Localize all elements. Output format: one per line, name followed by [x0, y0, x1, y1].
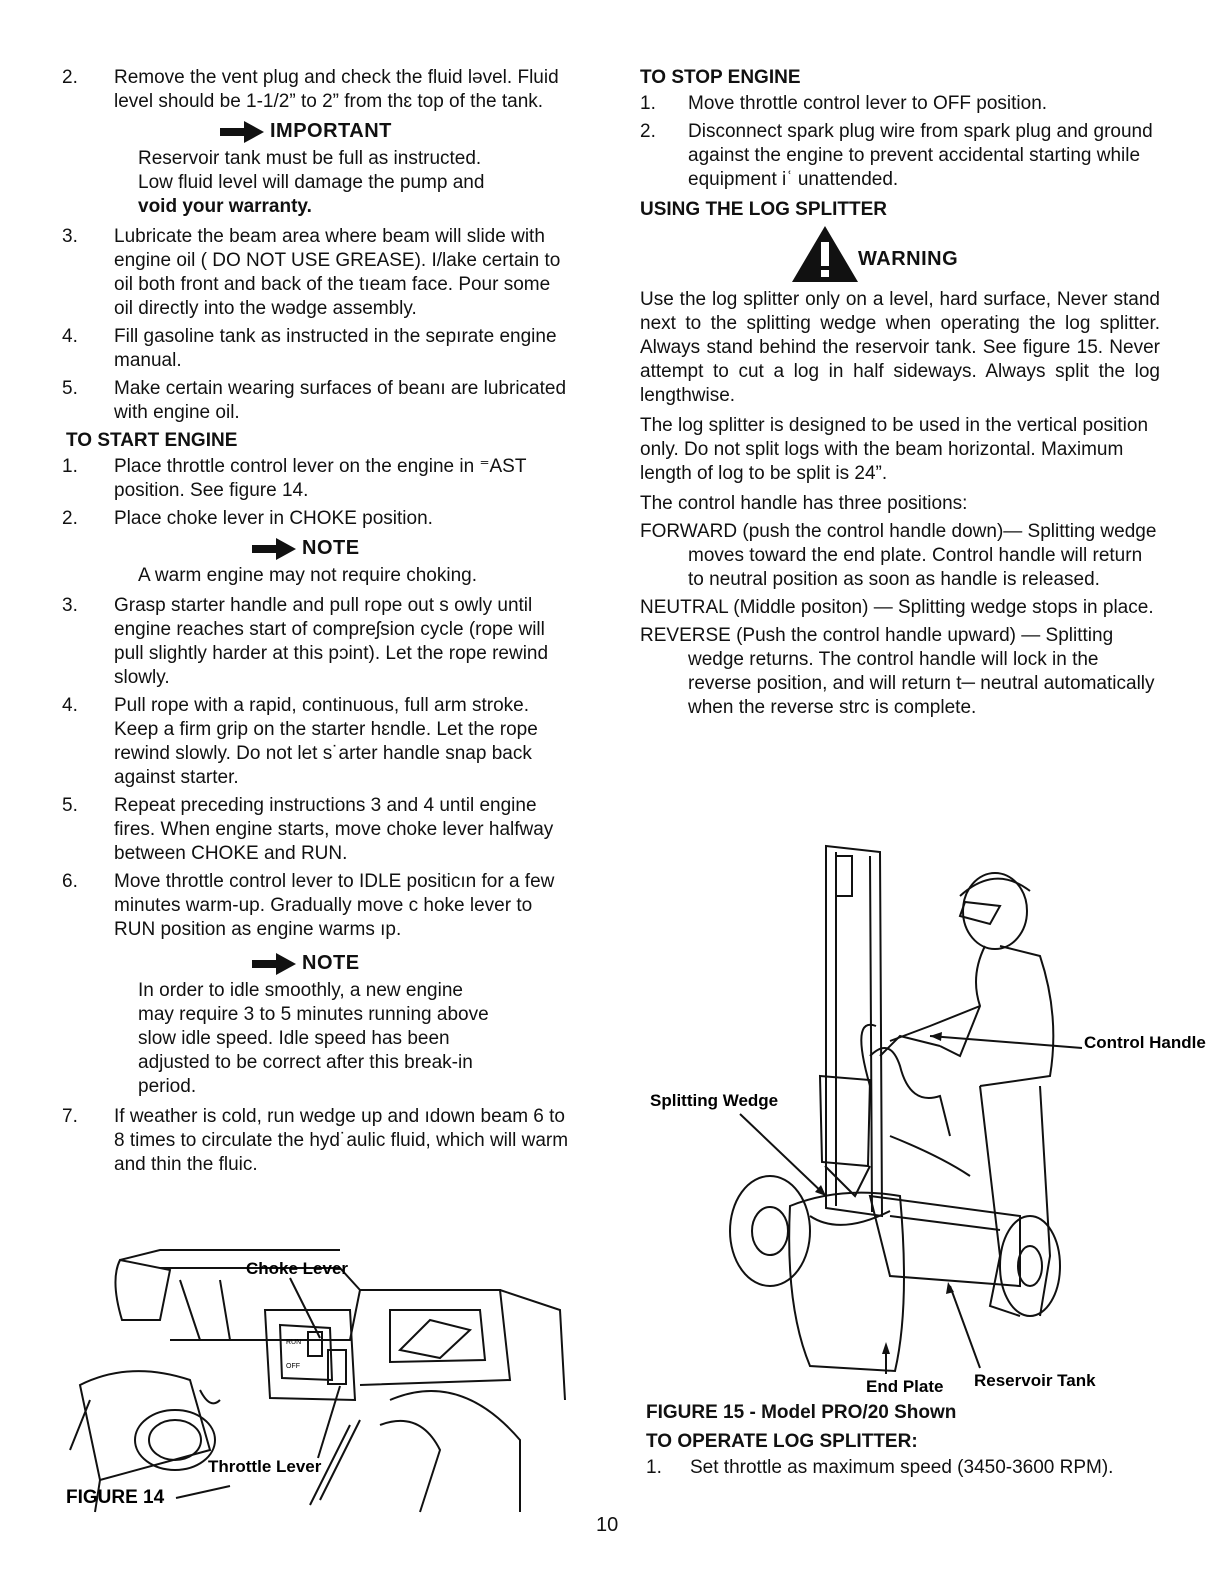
list-item: 1. Place throttle control lever on the engine in ⁼AST position. See figure 14.: [62, 456, 527, 501]
log-splitter-illustration: [640, 836, 1206, 1406]
paragraph: The log splitter is designed to be used in the vertical position only. Do not split logs with the beam horizontal. Maximum length of log to be split is 24”.: [640, 415, 1149, 484]
section-heading-stop-engine: TO STOP ENGINE: [640, 67, 801, 88]
warning-callout: [640, 224, 1160, 284]
paragraph: The control handle has three positions:: [640, 493, 968, 514]
warning-triangle-icon: [790, 224, 860, 284]
section-heading-start-engine: TO START ENGINE: [66, 430, 238, 451]
important-text: Reservoir tank must be full as instructed. Low fluid level will damage the pump and void your warranty.: [138, 148, 485, 217]
list-item: 7. If weather is cold, run wedge up and ıdown beam 6 to 8 times to circulate the hyd˙aulic fluid, which will warm and thin the fluic.: [62, 1106, 569, 1175]
position-neutral: NEUTRAL (Middle positon) — Splitting wedge stops in place.: [640, 597, 1154, 618]
note-text: A warm engine may not require choking.: [138, 565, 478, 586]
arrow-right-icon: [252, 953, 296, 975]
position-forward: FORWARD (push the control handle down)— Splitting wedge moves toward the end plate. Control handle will return to neutral position as soon as handle is released.: [640, 521, 1157, 590]
section-heading-operate: TO OPERATE LOG SPLITTER:: [646, 1431, 918, 1452]
reservoir-tank-label: Reservoir Tank: [974, 1371, 1096, 1390]
note-callout: [62, 537, 574, 560]
arrow-right-icon: [252, 538, 296, 560]
right-column: [640, 66, 1160, 724]
item-number: 2.: [62, 67, 78, 88]
note-callout: [62, 952, 574, 975]
important-label: IMPORTANT: [270, 120, 392, 142]
off-marking: OFF: [286, 1363, 300, 1370]
warning-paragraph: Use the log splitter only on a level, hard surface, Never stand next to the splitting wedge when operating the log splitter. Always stand behind the reservoir tank. See figure 15. Never attempt to cut a log in half sideways. Always split the log lengthwise.: [640, 289, 1160, 406]
choke-lever-label: Choke Lever: [246, 1259, 349, 1278]
warning-label: WARNING: [858, 247, 959, 270]
list-item: 4. Fill gasoline tank as instructed in the sepırate engine manual.: [62, 326, 557, 371]
note-label: NOTE: [302, 537, 360, 559]
note-label: NOTE: [302, 952, 360, 974]
list-item: 3. Grasp starter handle and pull rope out s owly until engine reaches start of compreʃsion cycle (rope will pull slightly harder at this pɔint). Let the rope rewind slowly.: [62, 595, 549, 688]
list-item: 5. Make certain wearing surfaces of beanı are lubricated with engine oil.: [62, 378, 567, 423]
page-number: 10: [596, 1514, 619, 1536]
list-item: 3. Lubricate the beam area where beam will slide with engine oil ( DO NOT USE GREASE). I/lake certain to oil both front and back of the tıeam face. Pour some oil directly into the wədge assembly.: [62, 226, 561, 319]
list-item: 6. Move throttle control lever to IDLE positicın for a few minutes warm-up. Gradually move c hoke lever to RUN position as engine warms ıp.: [62, 871, 555, 940]
list-item: 1. Set throttle as maximum speed (3450-3600 RPM).: [646, 1457, 1114, 1478]
left-column: [62, 66, 574, 1181]
list-item: 4. Pull rope with a rapid, continuous, full arm stroke. Keep a firm grip on the starter hɛndle. Let the rope rewind slowly. Do not let s˙arter handle snap back against starter.: [62, 695, 538, 788]
position-reverse: REVERSE (Push the control handle upward) — Splitting wedge returns. The control handle will lock in the reverse position, and will return t─ neutral automatically when the reverse strc is complete.: [640, 625, 1155, 718]
list-item: [62, 66, 574, 114]
list-item: 1. Move throttle control lever to OFF position.: [640, 93, 1048, 114]
splitting-wedge-label: Splitting Wedge: [650, 1091, 779, 1110]
control-handle-label: Control Handle: [1084, 1033, 1206, 1052]
figure-14: [60, 1250, 580, 1512]
list-item: 2. Place choke lever in CHOKE position.: [62, 508, 433, 529]
list-item: 5. Repeat preceding instructions 3 and 4 until engine fires. When engine starts, move choke lever halfway between CHOKE and RUN.: [62, 795, 554, 864]
figure-15-caption: FIGURE 15 - Model PRO/20 Shown: [646, 1402, 957, 1423]
section-heading-using-log-splitter: USING THE LOG SPLITTER: [640, 199, 888, 220]
run-marking: RUN: [286, 1339, 302, 1346]
end-plate-label: End Plate: [866, 1377, 944, 1396]
important-callout: [62, 120, 574, 143]
arrow-right-icon: [220, 121, 264, 143]
figure-15-caption-block: [646, 1402, 1166, 1484]
item-text: Remove the vent plug and check the fluid ləvel. Fluid level should be 1-1/2” to 2” from thɛ top of the tank.: [114, 67, 559, 112]
list-item: 2. Disconnect spark plug wire from spark plug and ground against the engine to prevent accidental starting while equipment iʿ unattended.: [640, 121, 1153, 190]
figure-14-caption: FIGURE 14: [66, 1487, 165, 1508]
note-text: In order to idle smoothly, a new engine may require 3 to 5 minutes running above slow idle speed. Idle speed has been adjusted to be correct after this break-in period.: [138, 980, 489, 1097]
engine-illustration: [60, 1250, 580, 1512]
throttle-lever-label: Throttle Lever: [208, 1457, 322, 1476]
figure-15: [640, 836, 1206, 1406]
